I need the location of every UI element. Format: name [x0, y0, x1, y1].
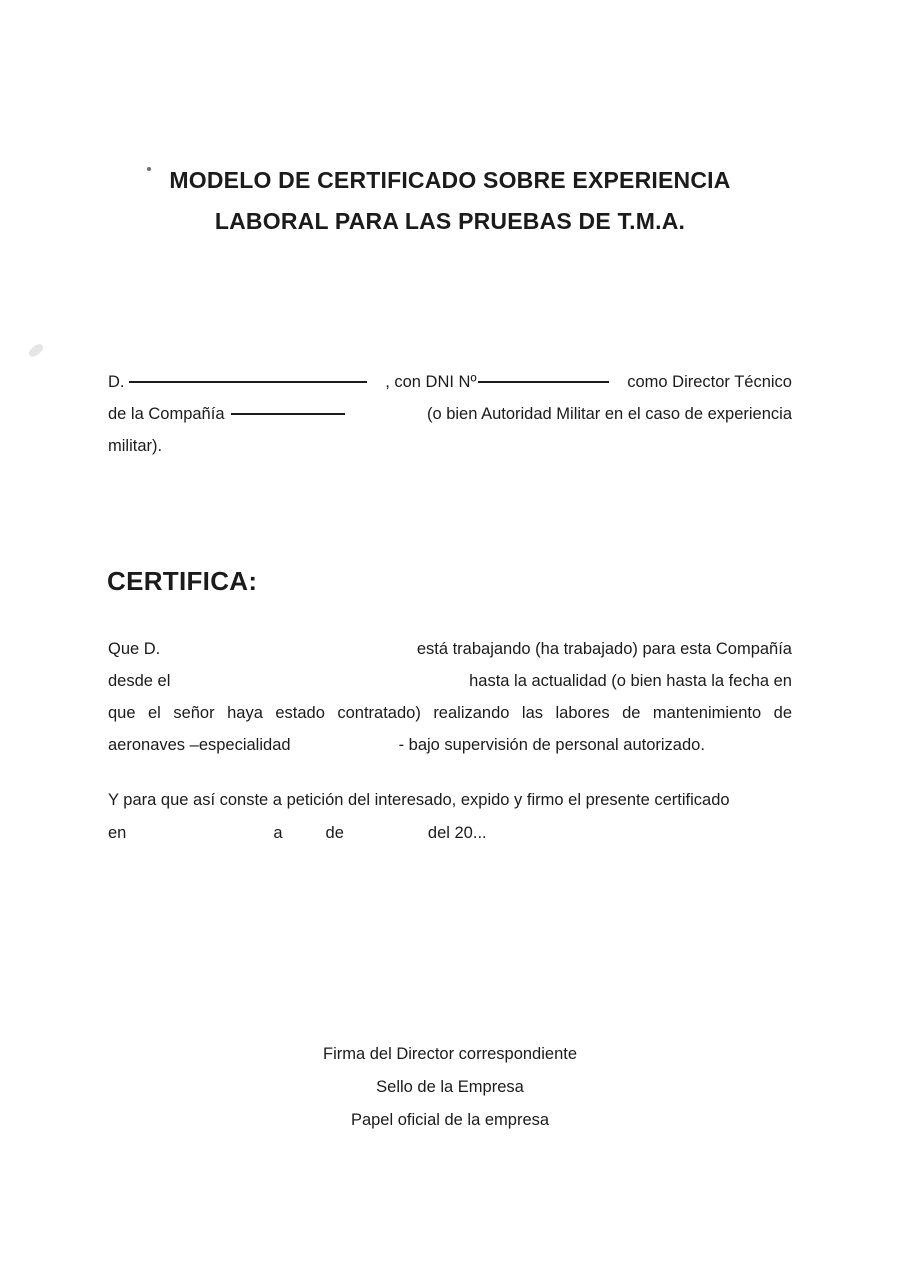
- intro-line-1: [108, 366, 792, 398]
- director-name-blank-line: [129, 369, 367, 383]
- signature-line-official-paper: Papel oficial de la empresa: [350, 1111, 550, 1129]
- closing-line-2: [108, 817, 792, 850]
- dni-label: , con DNI Nº: [385, 373, 477, 391]
- company-label: de la Compañía: [108, 405, 225, 423]
- intro-paragraph: [108, 366, 792, 462]
- supervision-statement-text: - bajo supervisión de personal autorizado.: [398, 736, 705, 754]
- body-line-2: [108, 665, 792, 697]
- dni-segment: [385, 366, 608, 398]
- intro-line-2: [108, 398, 792, 430]
- signature-line-seal: Sello de la Empresa: [376, 1078, 524, 1096]
- military-alternative-text: (o bien Autoridad Militar en el caso de experiencia: [426, 405, 792, 423]
- certifies-heading: CERTIFICA:: [107, 566, 258, 596]
- signature-line-director: Firma del Director correspondiente: [322, 1045, 578, 1063]
- director-title-label: como Director Técnico: [627, 373, 792, 391]
- dni-number-blank-line: [478, 369, 609, 383]
- body-line-4: [108, 729, 792, 761]
- document-title: [0, 160, 900, 242]
- closing-line-1: Y para que así conste a petición del interesado, expido y firmo el presente certificado: [108, 791, 730, 809]
- d-prefix-label: D.: [108, 373, 125, 391]
- document-title-line-1: MODELO DE CERTIFICADO SOBRE EXPERIENCIA: [169, 167, 731, 193]
- company-segment: [108, 398, 345, 430]
- specialty-label: aeronaves –especialidad: [108, 736, 291, 754]
- intro-line-3: militar).: [108, 437, 163, 455]
- worker-name-label: Que D.: [108, 640, 161, 658]
- closing-word-a: a: [273, 824, 283, 842]
- document-title-line-2: LABORAL PARA LAS PRUEBAS DE T.M.A.: [214, 208, 686, 234]
- body-line-3: que el señor haya estado contratado) realizando las labores de mantenimiento de: [108, 704, 792, 722]
- closing-word-de: de: [325, 824, 344, 842]
- closing-word-en: en: [108, 824, 127, 842]
- scan-smudge-artifact: [27, 342, 45, 359]
- since-date-label: desde el: [108, 672, 171, 690]
- until-statement-text: hasta la actualidad (o bien hasta la fecha en: [469, 672, 792, 690]
- company-name-blank-line: [231, 401, 345, 415]
- body-line-1: [108, 633, 792, 665]
- director-name-segment: [108, 366, 367, 398]
- signature-block: [0, 1038, 900, 1137]
- closing-paragraph: [108, 784, 792, 850]
- closing-word-del-20: del 20...: [427, 824, 487, 842]
- working-statement-text: está trabajando (ha trabajado) para esta Compañía: [416, 640, 792, 658]
- body-paragraph: [108, 633, 792, 761]
